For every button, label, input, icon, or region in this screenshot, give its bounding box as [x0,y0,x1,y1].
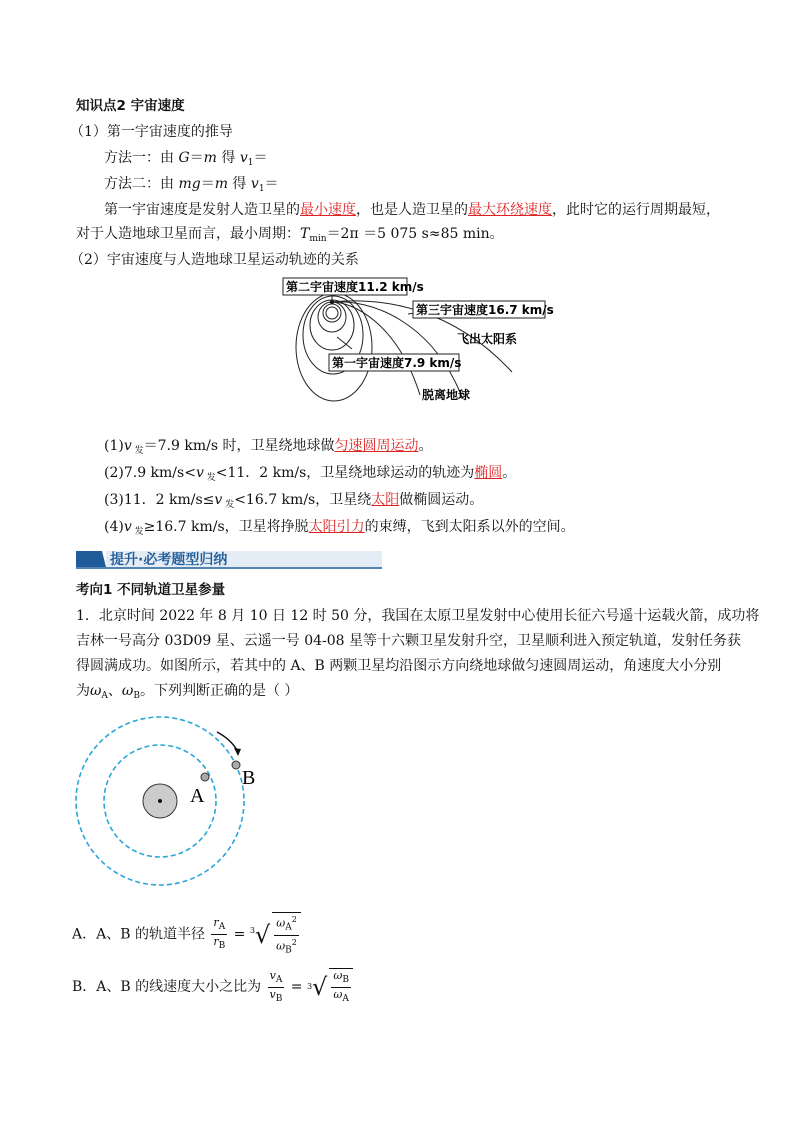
option-a[interactable]: A．A、B 的轨道半径 $\frac{r_A}{r_B}$ = 3 √ $\frac{\omega_A^2}{\omega_B^2}$ [72,912,303,957]
label-leave-solar-system: 飞出太阳系 [457,332,518,346]
case-line: (2)7.9 km/s<v $_发$<11．2 km/s，卫星绕地球运动的轨迹为椭圆。 [104,465,517,483]
topic-title: 考向1 不同轨道卫星参量 [76,582,226,598]
case-line: (1)v $_发$＝7.9 km/s 时，卫星绕地球做匀速圆周运动。 [104,438,433,456]
label-leave-earth: 脱离地球 [422,388,471,402]
ellipse-orbit-large [296,293,372,401]
label-first-velocity: 第一宇宙速度7.9 km/s [332,356,462,370]
question-line: 吉林一号高分 03D09 星、云遥一号 04-08 星等十六颗卫星发射升空，卫星顺利进入预定轨道，发射任务获 [76,633,742,649]
case-line: (3)11．2 km/s≤v $_发$<16.7 km/s，卫星绕太阳做椭圆运动。 [104,492,484,510]
banner-title: 提升·必考题型归纳 [110,552,228,568]
subsection-1: （1）第一宇宙速度的推导 [70,124,233,140]
earth-circle [326,307,338,319]
label-second-velocity: 第二宇宙速度11.2 km/s [286,280,424,294]
method-two: 方法二：由 mg＝m 得 $v_1=$ [104,176,279,194]
cosmic-velocity-diagram [282,277,552,427]
definition-line: 第一宇宙速度是发射人造卫星的最小速度，也是人造卫星的最大环绕速度，此时它的运行周期最短， [104,202,720,218]
option-b[interactable]: B．A、B 的线速度大小之比为 $\frac{v_A}{v_B}$ = 3 √ $\frac{\omega_B}{\omega_A}$ [72,968,355,1006]
question-line: 1．北京时间 2022 年 8 月 10 日 12 时 50 分，我国在太原卫星发射中心使用长征六号遥十运载火箭，成功将 [76,608,760,624]
subsection-2: （2）宇宙速度与人造地球卫星运动轨迹的关系 [70,252,359,268]
label-a: A [190,785,205,807]
question-line: 得圆满成功。如图所示，若其中的 A、B 两颗卫星均沿图示方向绕地球做匀速圆周运动，角速度大小分别 [76,658,722,674]
highlight-max-orbit-speed: 最大环绕速度 [468,202,552,218]
satellite-b-icon [232,761,240,769]
label-third-velocity: 第三宇宙速度16.7 km/s [416,303,554,317]
direction-arrow-icon [234,748,241,756]
label-b: B [242,767,256,789]
case-line: (4)v $_发$≥16.7 km/s，卫星将挣脱太阳引力的束缚，飞到太阳系以外的空间。 [104,519,575,537]
min-period-line: 对于人造地球卫星而言，最小周期：$T_{min}=2\pi =5$ 075 s≈85 min。 [76,226,504,244]
section-title: 知识点2 宇宙速度 [76,98,185,114]
satellite-a-icon [201,773,209,781]
section-banner [76,549,382,569]
escape-earth-path [332,302,420,395]
highlight-min-speed: 最小速度 [300,202,356,218]
method-one: 方法一：由 G＝m 得 $v_1=$ [104,150,268,168]
question-line: 为$\omega_A$、$\omega_B$。下列判断正确的是（ ） [76,683,299,701]
satellite-orbit-figure [72,730,256,896]
